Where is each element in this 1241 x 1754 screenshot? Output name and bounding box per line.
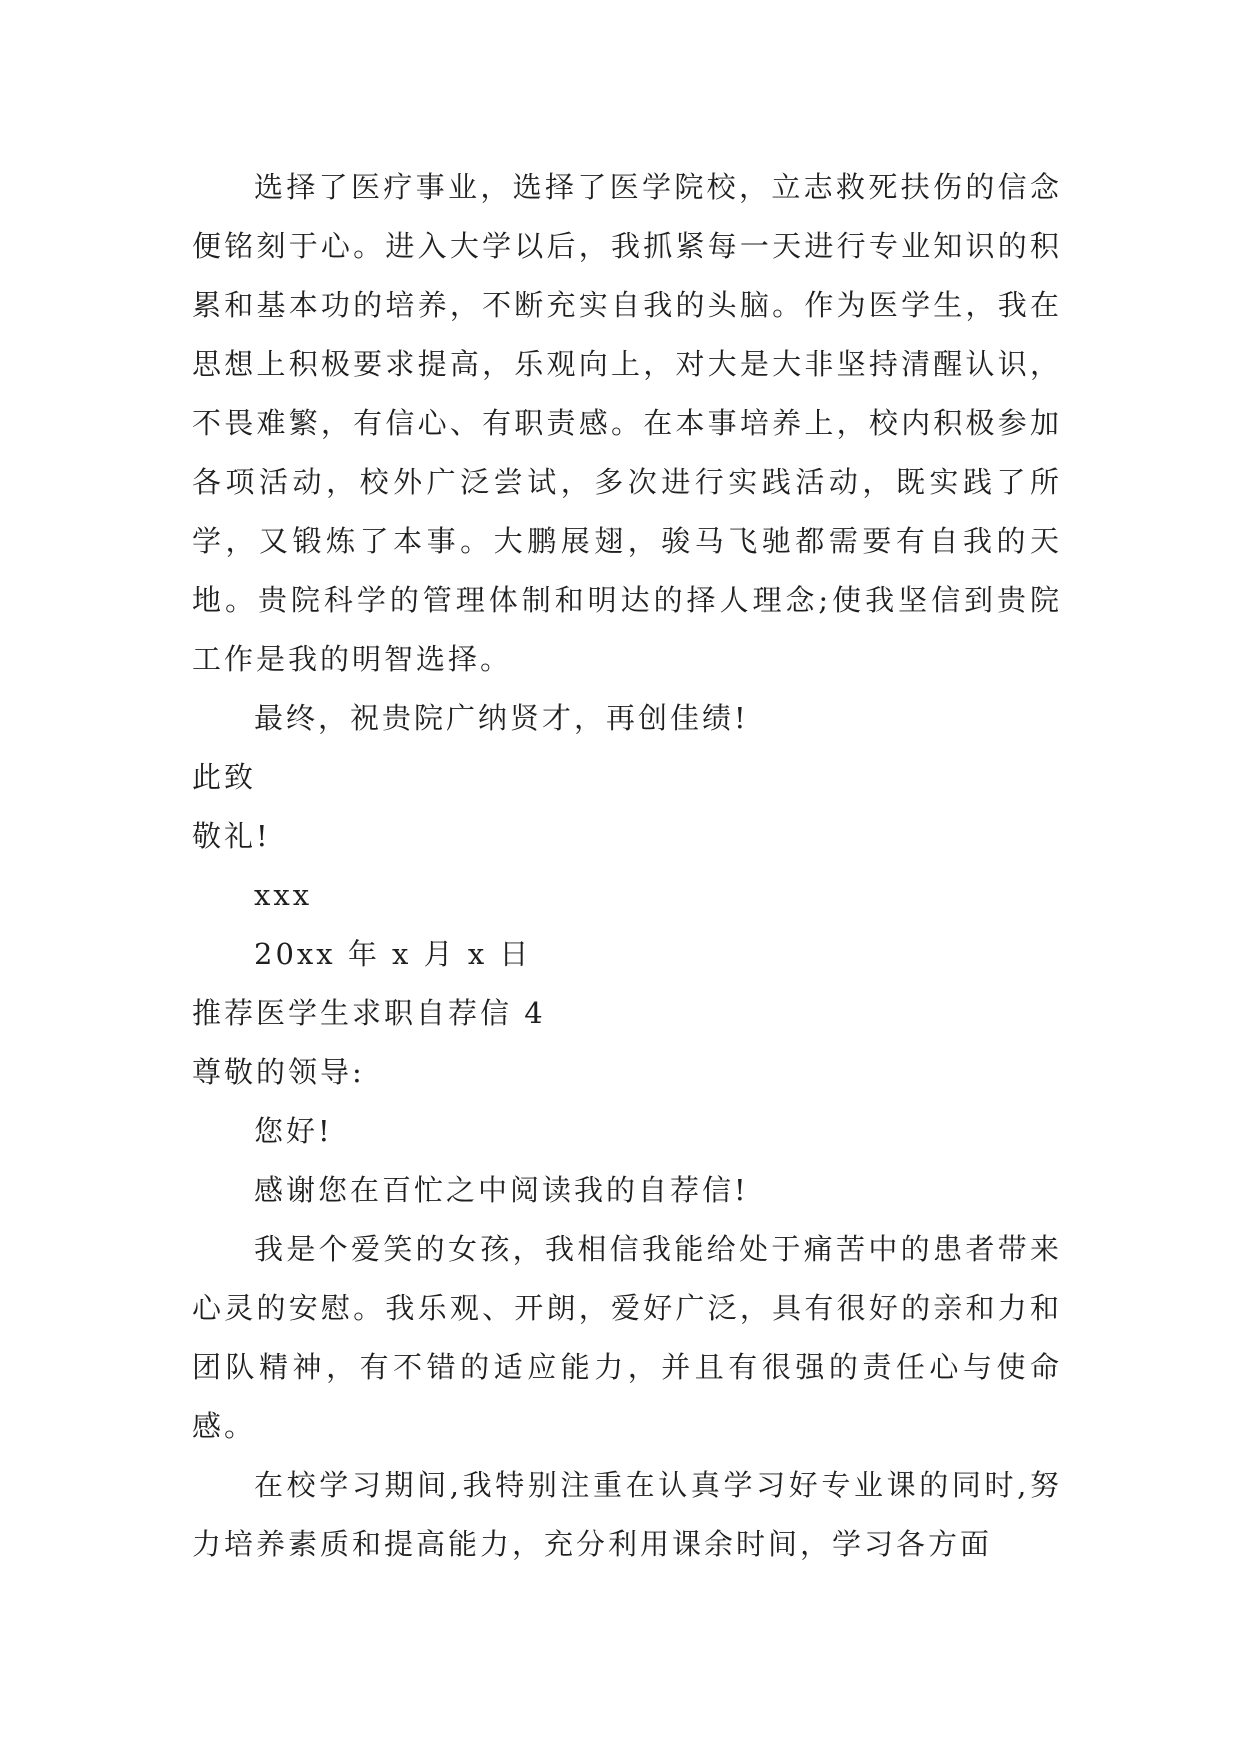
letter-content [192, 158, 1062, 1574]
next-letter-title: 推荐医学生求职自荐信 4 [192, 996, 546, 1030]
paragraph-personality: 我是个爱笑的女孩，我相信我能给处于痛苦中的患者带来心灵的安慰。我乐观、开朗，爱好广泛，具有很好的亲和力和团队精神，有不错的适应能力，并且有很强的责任心与使命感。 [192, 1232, 1062, 1443]
paragraph-career-choice: 选择了医疗事业，选择了医学院校，立志救死扶伤的信念便铭刻于心。进入大学以后，我抓紧每一天进行专业知识的积累和基本功的培养，不断充实自我的头脑。作为医学生，我在思想上积极要求提高，乐观向上，对大是大非坚持清醒认识，不畏难繁，有信心、有职责感。在本事培养上，校内积极参加各项活动，校外广泛尝试，多次进行实践活动，既实践了所学，又锻炼了本事。大鹏展翅，骏马飞驰都需要有自我的天地。贵院科学的管理体制和明达的择人理念;使我坚信到贵院工作是我的明智选择。 [192, 170, 1062, 676]
greeting: 您好! [254, 1114, 333, 1148]
paragraph-best-wishes: 最终，祝贵院广纳贤才，再创佳绩! [254, 701, 749, 735]
signature-name: xxx [254, 878, 313, 912]
closing-line-1: 此致 [192, 760, 257, 794]
salutation: 尊敬的领导: [192, 1055, 365, 1089]
signature-date: 20xx 年 x 月 x 日 [254, 937, 532, 971]
closing-line-2: 敬礼! [192, 819, 271, 853]
paragraph-study-period: 在校学习期间,我特别注重在认真学习好专业课的同时,努力培养素质和提高能力，充分利用课余时间，学习各方面 [192, 1468, 1062, 1561]
thanks-line: 感谢您在百忙之中阅读我的自荐信! [254, 1173, 749, 1207]
